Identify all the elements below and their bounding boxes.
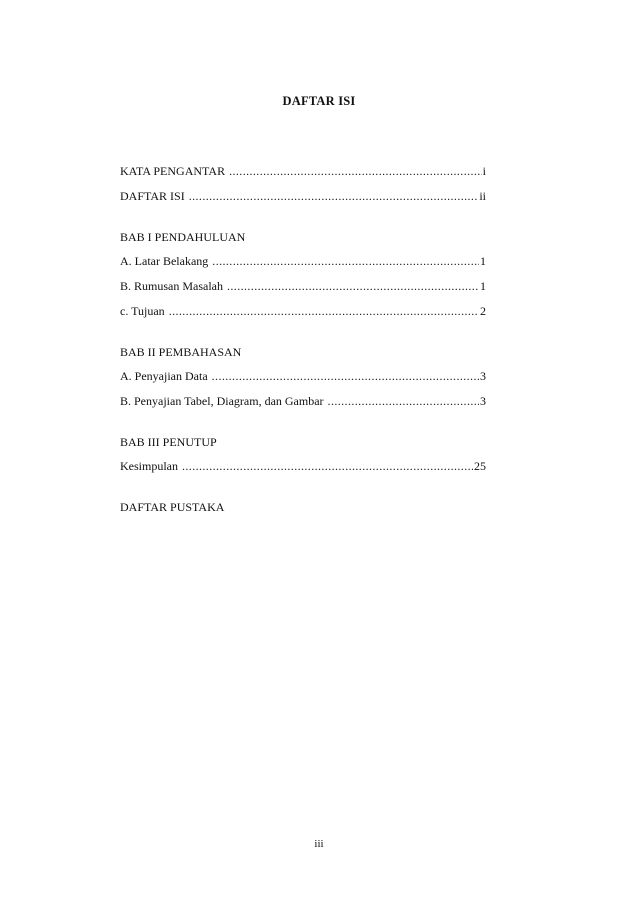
toc-entry-page: i — [482, 164, 486, 178]
toc-entry-kata-pengantar — [120, 162, 486, 181]
toc-entry-label: KATA PENGANTAR — [120, 164, 226, 178]
toc-entry — [120, 392, 486, 411]
toc-entry-label: B. Penyajian Tabel, Diagram, dan Gambar — [120, 394, 324, 408]
toc-chapter-3 — [120, 433, 486, 476]
toc-entry-label: A. Penyajian Data — [120, 369, 208, 383]
dot-leader — [189, 187, 479, 206]
dot-leader — [169, 302, 479, 321]
toc-entry-page: 1 — [480, 279, 486, 293]
page-title: DAFTAR ISI — [282, 94, 356, 108]
chapter-heading: BAB II PEMBAHASAN — [120, 345, 242, 359]
toc-chapter-1 — [120, 228, 486, 321]
dot-leader — [227, 277, 479, 296]
toc-entry — [120, 277, 486, 296]
chapter-heading: BAB III PENUTUP — [120, 435, 217, 449]
toc-entry-label: A. Latar Belakang — [120, 254, 209, 268]
back-matter-heading: DAFTAR PUSTAKA — [120, 500, 225, 514]
toc-entry — [120, 457, 486, 476]
table-of-contents — [120, 162, 486, 539]
dot-leader — [182, 457, 473, 476]
toc-front-matter — [120, 162, 486, 206]
toc-entry-label: DAFTAR ISI — [120, 189, 185, 203]
toc-entry — [120, 367, 486, 386]
toc-entry-label: Kesimpulan — [120, 459, 178, 473]
toc-chapter-2 — [120, 343, 486, 411]
toc-entry-page: 3 — [480, 369, 486, 383]
toc-entry-label: c. Tujuan — [120, 304, 165, 318]
chapter-heading: BAB I PENDAHULUAN — [120, 230, 246, 244]
toc-entry-page: ii — [479, 189, 486, 203]
toc-entry-page: 3 — [480, 394, 486, 408]
dot-leader — [328, 392, 479, 411]
dot-leader — [212, 252, 479, 271]
toc-entry-page: 2 — [480, 304, 486, 318]
page-number: iii — [314, 838, 324, 850]
toc-entry — [120, 252, 486, 271]
toc-entry-page: 1 — [480, 254, 486, 268]
dot-leader — [212, 367, 479, 386]
toc-entry-label: B. Rumusan Masalah — [120, 279, 223, 293]
toc-entry-daftar-isi — [120, 187, 486, 206]
toc-entry — [120, 302, 486, 321]
toc-entry-page: 25 — [474, 459, 486, 473]
dot-leader — [229, 162, 482, 181]
toc-back-matter — [120, 498, 486, 517]
